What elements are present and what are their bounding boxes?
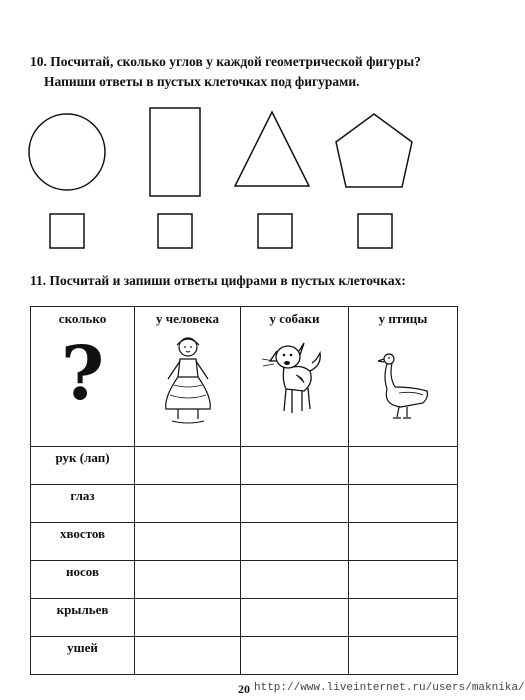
answer-cell[interactable] xyxy=(135,485,241,523)
header-human xyxy=(135,307,241,447)
answer-cell[interactable] xyxy=(135,637,241,675)
table-row xyxy=(31,599,458,637)
table-row xyxy=(31,447,458,485)
header-label: сколько xyxy=(58,311,107,326)
row-label-ears: ушей xyxy=(31,637,135,675)
rectangle-shape xyxy=(150,108,200,196)
answer-box-rectangle[interactable] xyxy=(158,214,192,248)
table-header-row xyxy=(31,307,458,447)
counting-table xyxy=(30,306,458,675)
answer-cell[interactable] xyxy=(241,485,349,523)
header-label: у птицы xyxy=(378,311,428,326)
row-label-eyes: глаз xyxy=(31,485,135,523)
answer-cell[interactable] xyxy=(349,561,458,599)
header-label: у человека xyxy=(156,311,219,326)
answer-cell[interactable] xyxy=(349,599,458,637)
table-row xyxy=(31,561,458,599)
answer-cell[interactable] xyxy=(241,523,349,561)
answer-box-triangle[interactable] xyxy=(258,214,292,248)
answer-box-circle[interactable] xyxy=(50,214,84,248)
pentagon-shape xyxy=(336,114,412,187)
dog-illustration xyxy=(260,333,330,423)
header-how-many xyxy=(31,307,135,447)
task10-instruction: Напиши ответы в пустых клеточках под фигурами. xyxy=(44,74,360,89)
page-number: 20 xyxy=(238,682,250,696)
header-bird xyxy=(349,307,458,447)
girl-illustration xyxy=(158,333,218,428)
row-label-wings: крыльев xyxy=(31,599,135,637)
goose-illustration xyxy=(373,347,433,427)
circle-shape xyxy=(29,114,105,190)
geometric-shapes xyxy=(0,100,492,260)
answer-cell[interactable] xyxy=(241,561,349,599)
answer-cell[interactable] xyxy=(349,637,458,675)
answer-cell[interactable] xyxy=(241,637,349,675)
answer-cell[interactable] xyxy=(241,599,349,637)
watermark-url: http://www.liveinternet.ru/users/maknika/ xyxy=(254,682,525,694)
task10-title: 10. Посчитай, сколько углов у каждой геометрической фигуры? xyxy=(30,54,421,69)
answer-cell[interactable] xyxy=(135,599,241,637)
row-label-noses: носов xyxy=(31,561,135,599)
answer-cell[interactable] xyxy=(349,447,458,485)
task11-title: 11. Посчитай и запиши ответы цифрами в пустых клеточках: xyxy=(30,273,406,288)
row-label-arms: рук (лап) xyxy=(31,447,135,485)
question-mark: ? xyxy=(60,331,105,417)
table-row xyxy=(31,523,458,561)
answer-cell[interactable] xyxy=(349,523,458,561)
answer-cell[interactable] xyxy=(135,447,241,485)
row-label-tails: хвостов xyxy=(31,523,135,561)
header-label: у собаки xyxy=(269,311,320,326)
triangle-shape xyxy=(235,112,309,186)
answer-cell[interactable] xyxy=(349,485,458,523)
table-row xyxy=(31,637,458,675)
answer-box-pentagon[interactable] xyxy=(358,214,392,248)
answer-cell[interactable] xyxy=(135,561,241,599)
answer-cell[interactable] xyxy=(241,447,349,485)
table-row xyxy=(31,485,458,523)
header-dog xyxy=(241,307,349,447)
answer-cell[interactable] xyxy=(135,523,241,561)
